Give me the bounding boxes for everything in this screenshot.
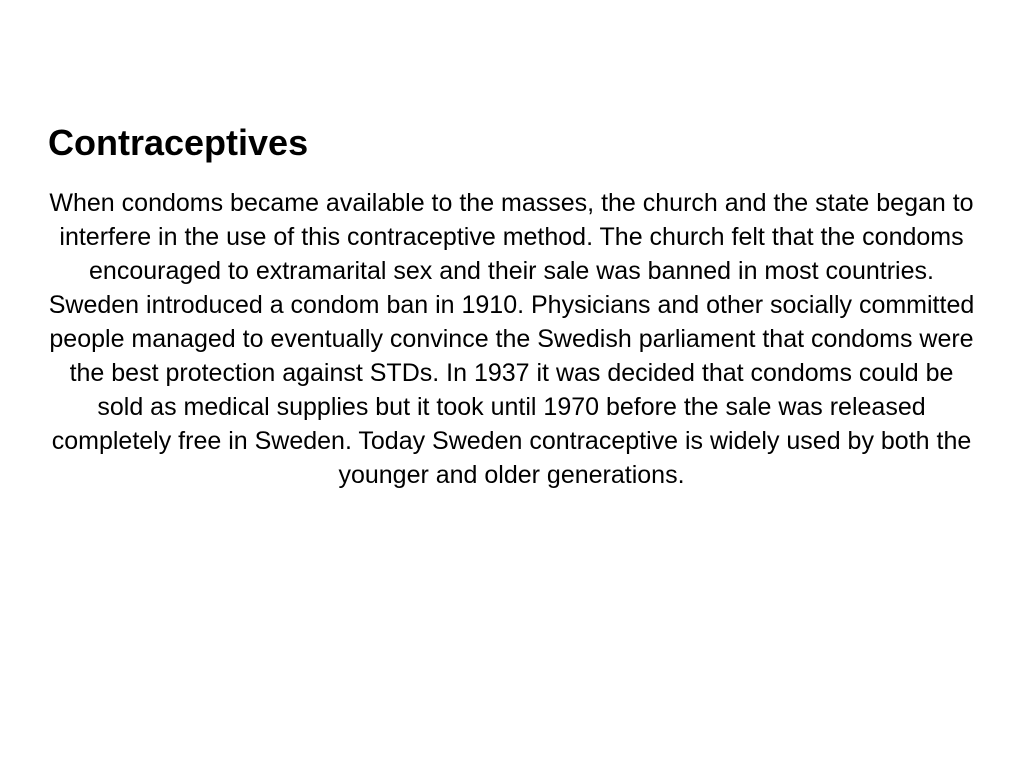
slide-title: Contraceptives (48, 122, 309, 163)
slide-body-text: When condoms became available to the masses, the church and the state began to interfere in the use of this contraceptive method. The church felt that the condoms encouraged to extramarital sex and their sale was banned in most countries. Sweden introduced a condom ban in 1910. Physicians and other socially committed people managed to eventually convince the Swedish parliament that condoms were the best protection against STDs. In 1937 it was decided that condoms could be sold as medical supplies but it took until 1970 before the sale was released completely free in Sweden. Today Sweden contraceptive is widely used by both the younger and older generations. (48, 189, 975, 489)
